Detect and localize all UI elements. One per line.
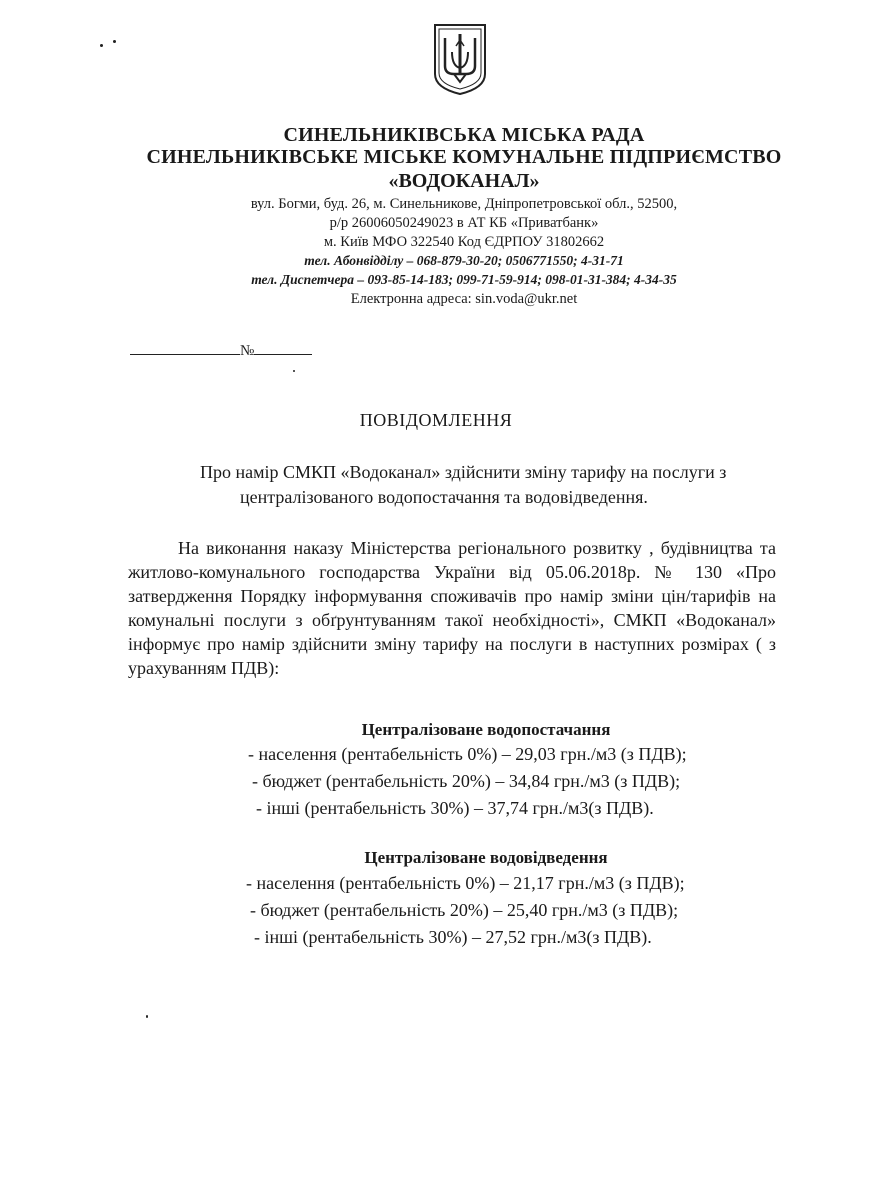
coat-of-arms-icon [432,22,488,96]
org-name-line2: СИНЕЛЬНИКІВСЬКЕ МІСЬКЕ КОМУНАЛЬНЕ ПІДПРИЄМСТВО [146,146,782,168]
subject-line: Про намір СМКП «Водоканал» здійснити зміну тарифу на послуги з [200,462,727,482]
bank-account-line: р/р 26006050249023 в АТ КБ «Приватбанк» [329,215,599,231]
scan-speck [100,44,103,47]
body-paragraph [128,536,776,680]
phone-line-dispatcher: тел. Диспетчера – 093-85-14-183; 099-71-59-914; 098-01-31-384; 4-34-35 [251,272,677,287]
drainage-title: Централізоване водовідведення [364,848,608,867]
scan-speck [146,1015,148,1018]
tariff-line: - бюджет (рентабельність 20%) – 25,40 грн./м3 (з ПДВ); [250,900,679,920]
phone-line-subscribers: тел. Абонвідділу – 068-879-30-20; 0506771550; 4-31-71 [304,253,624,268]
date-blank-line [130,340,240,355]
tariff-line: - інші (рентабельність 30%) – 27,52 грн./м3(з ПДВ). [254,927,652,947]
bank-code-line: м. Київ МФО 322540 Код ЄДРПОУ 31802662 [323,234,605,250]
tariff-line: - населення (рентабельність 0%) – 29,03 грн./м3 (з ПДВ); [248,744,687,764]
address-line: вул. Богми, буд. 26, м. Синельникове, Дніпропетровської обл., 52500, [250,196,678,212]
document-number-field [130,340,312,360]
org-name-line1: СИНЕЛЬНИКІВСЬКА МІСЬКА РАДА [283,124,645,146]
document-title: ПОВІДОМЛЕННЯ [359,410,513,430]
scan-speck [113,40,116,43]
scan-speck [293,370,295,372]
tariff-line: - інші (рентабельність 30%) – 37,74 грн./м3(з ПДВ). [256,798,654,818]
tariff-line: - населення (рентабельність 0%) – 21,17 грн./м3 (з ПДВ); [246,873,685,893]
body-text: На виконання наказу Міністерства регіонального розвитку , будівництва та житлово-комунального господарства України від 05.06.2018р. № 130 «Про затвердження Порядку інформування споживачів про намір зміни цін/тарифів на комунальні послуги з обґрунтуванням такої необхідності», СМКП «Водоканал» інформує про намір здійснити зміну тарифу на послуги в наступних розмірах ( з урахуванням ПДВ): [128,538,776,678]
number-sign: № [240,343,255,359]
subject-line: централізованого водопостачання та водовідведення. [240,487,648,507]
tariff-line: - бюджет (рентабельність 20%) – 34,84 грн./м3 (з ПДВ); [252,771,681,791]
org-name-line3: «ВОДОКАНАЛ» [388,170,540,192]
email-line: Електронна адреса: sin.voda@ukr.net [350,291,578,307]
water-supply-title: Централізоване водопостачання [361,720,611,739]
number-blank-line [254,340,312,355]
